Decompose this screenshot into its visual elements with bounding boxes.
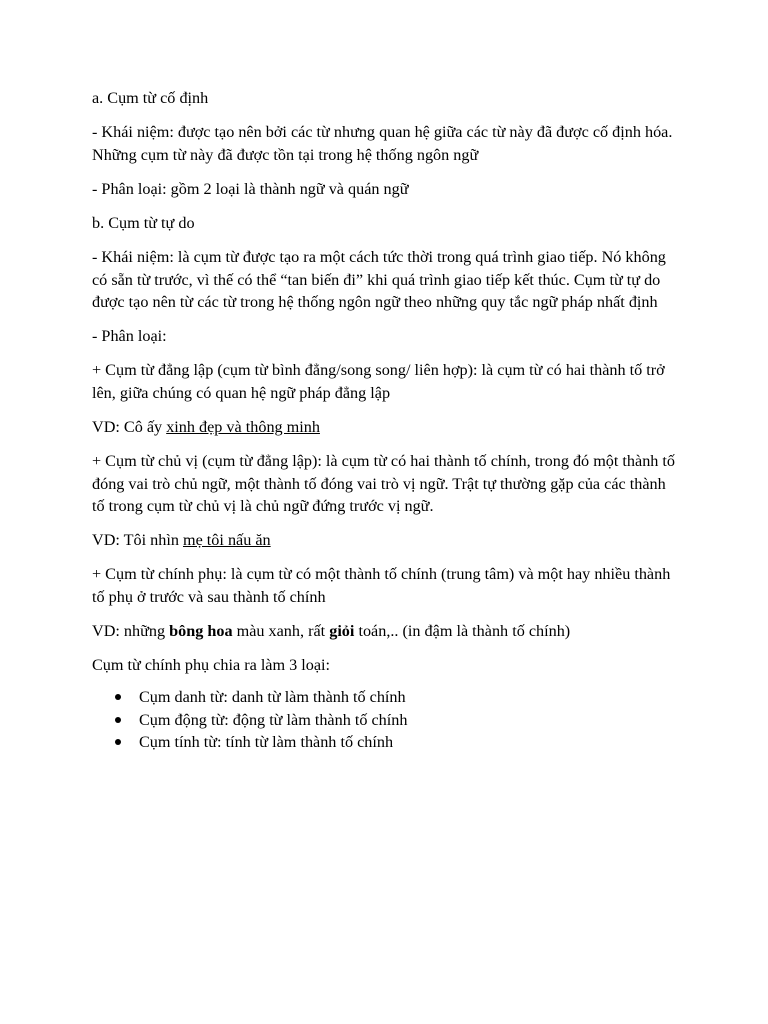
phrase-type-list: [92, 686, 682, 753]
list-item: [92, 709, 682, 731]
bullet-icon: [115, 694, 121, 700]
coordinate-phrase-example: [92, 416, 682, 438]
example-text: toán,.. (in đậm là thành tố chính): [354, 622, 571, 641]
bullet-icon: [115, 717, 121, 723]
example-prefix: VD: Cô ấy: [92, 418, 167, 437]
main-subordinate-split: Cụm từ chính phụ chia ra làm 3 loại:: [92, 656, 331, 675]
heading-fixed-phrase: a. Cụm từ cố định: [92, 89, 209, 107]
subject-predicate-definition: + Cụm từ chủ vị (cụm từ đẳng lập): là cụm từ có hai thành tố chính, trong đó một thành tố đóng vai trò chủ ngữ, một thành tố đóng vai trò vị ngữ. Trật tự thường gặp của các thành tố trong cụm từ chủ vị là chủ ngữ đứng trước vị ngữ.: [92, 452, 676, 516]
bullet-icon: [115, 739, 121, 745]
list-item: [92, 731, 682, 753]
example-text: VD: những: [92, 622, 170, 641]
subject-predicate-example: [92, 529, 682, 551]
example-text: màu xanh, rất: [232, 622, 330, 641]
heading-free-phrase: b. Cụm từ tự do: [92, 214, 195, 233]
example-bold: bông hoa: [169, 622, 233, 641]
main-subordinate-example: [92, 620, 682, 642]
example-bold: giỏi: [329, 622, 355, 641]
list-item-text: Cụm danh từ: danh từ làm thành tố chính: [139, 688, 406, 707]
fixed-phrase-concept: - Khái niệm: được tạo nên bởi các từ nhưng quan hệ giữa các từ này đã được cố định hóa. Những cụm từ này đã được tồn tại trong hệ thống ngôn ngữ: [92, 123, 673, 164]
free-phrase-concept: - Khái niệm: là cụm từ được tạo ra một cách tức thời trong quá trình giao tiếp. Nó không có sẵn từ trước, vì thế có thể “tan biến đi” khi quá trình giao tiếp kết thúc. Cụm từ tự do được tạo nên từ các từ trong hệ thống ngôn ngữ theo những quy tắc ngữ pháp nhất định: [92, 248, 666, 312]
coordinate-phrase-definition: + Cụm từ đẳng lập (cụm từ bình đẳng/song song/ liên hợp): là cụm từ có hai thành tố trở lên, giữa chúng có quan hệ ngữ pháp đẳng lập: [92, 361, 665, 402]
example-prefix: VD: Tôi nhìn: [92, 531, 183, 550]
example-underlined: xinh đẹp và thông minh: [166, 418, 320, 437]
main-subordinate-definition: + Cụm từ chính phụ: là cụm từ có một thành tố chính (trung tâm) và một hay nhiều thành tố phụ ở trước và sau thành tố chính: [92, 565, 671, 606]
example-underlined: mẹ tôi nấu ăn: [182, 531, 271, 550]
document-body: [92, 87, 682, 754]
list-item-text: Cụm tính từ: tính từ làm thành tố chính: [139, 733, 394, 752]
fixed-phrase-types: - Phân loại: gồm 2 loại là thành ngữ và quán ngữ: [92, 179, 409, 198]
list-item-text: Cụm động từ: động từ làm thành tố chính: [139, 710, 408, 729]
free-phrase-types: - Phân loại:: [92, 327, 167, 346]
list-item: [92, 686, 682, 708]
